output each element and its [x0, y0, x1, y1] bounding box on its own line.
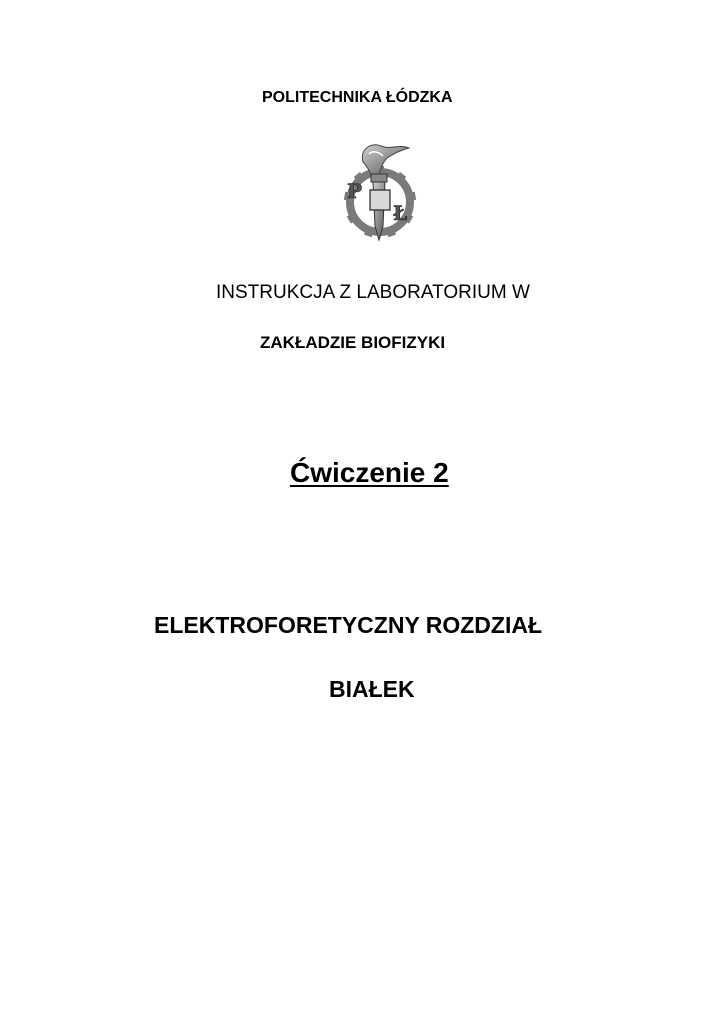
document-title-line-2: BIAŁEK	[329, 676, 415, 702]
logo-letter-p: P	[347, 179, 363, 203]
document-title-line-1: ELEKTROFORETYCZNY ROZDZIAŁ	[154, 612, 543, 638]
politechnika-lodzka-emblem-icon	[333, 140, 423, 250]
exercise-heading: Ćwiczenie 2	[290, 457, 449, 488]
logo-letter-l: Ł	[393, 201, 408, 225]
university-name: POLITECHNIKA ŁÓDZKA	[262, 89, 453, 106]
instruction-line-1: INSTRUKCJA Z LABORATORIUM W	[216, 282, 530, 303]
instruction-line-2: ZAKŁADZIE BIOFIZYKI	[260, 333, 446, 352]
